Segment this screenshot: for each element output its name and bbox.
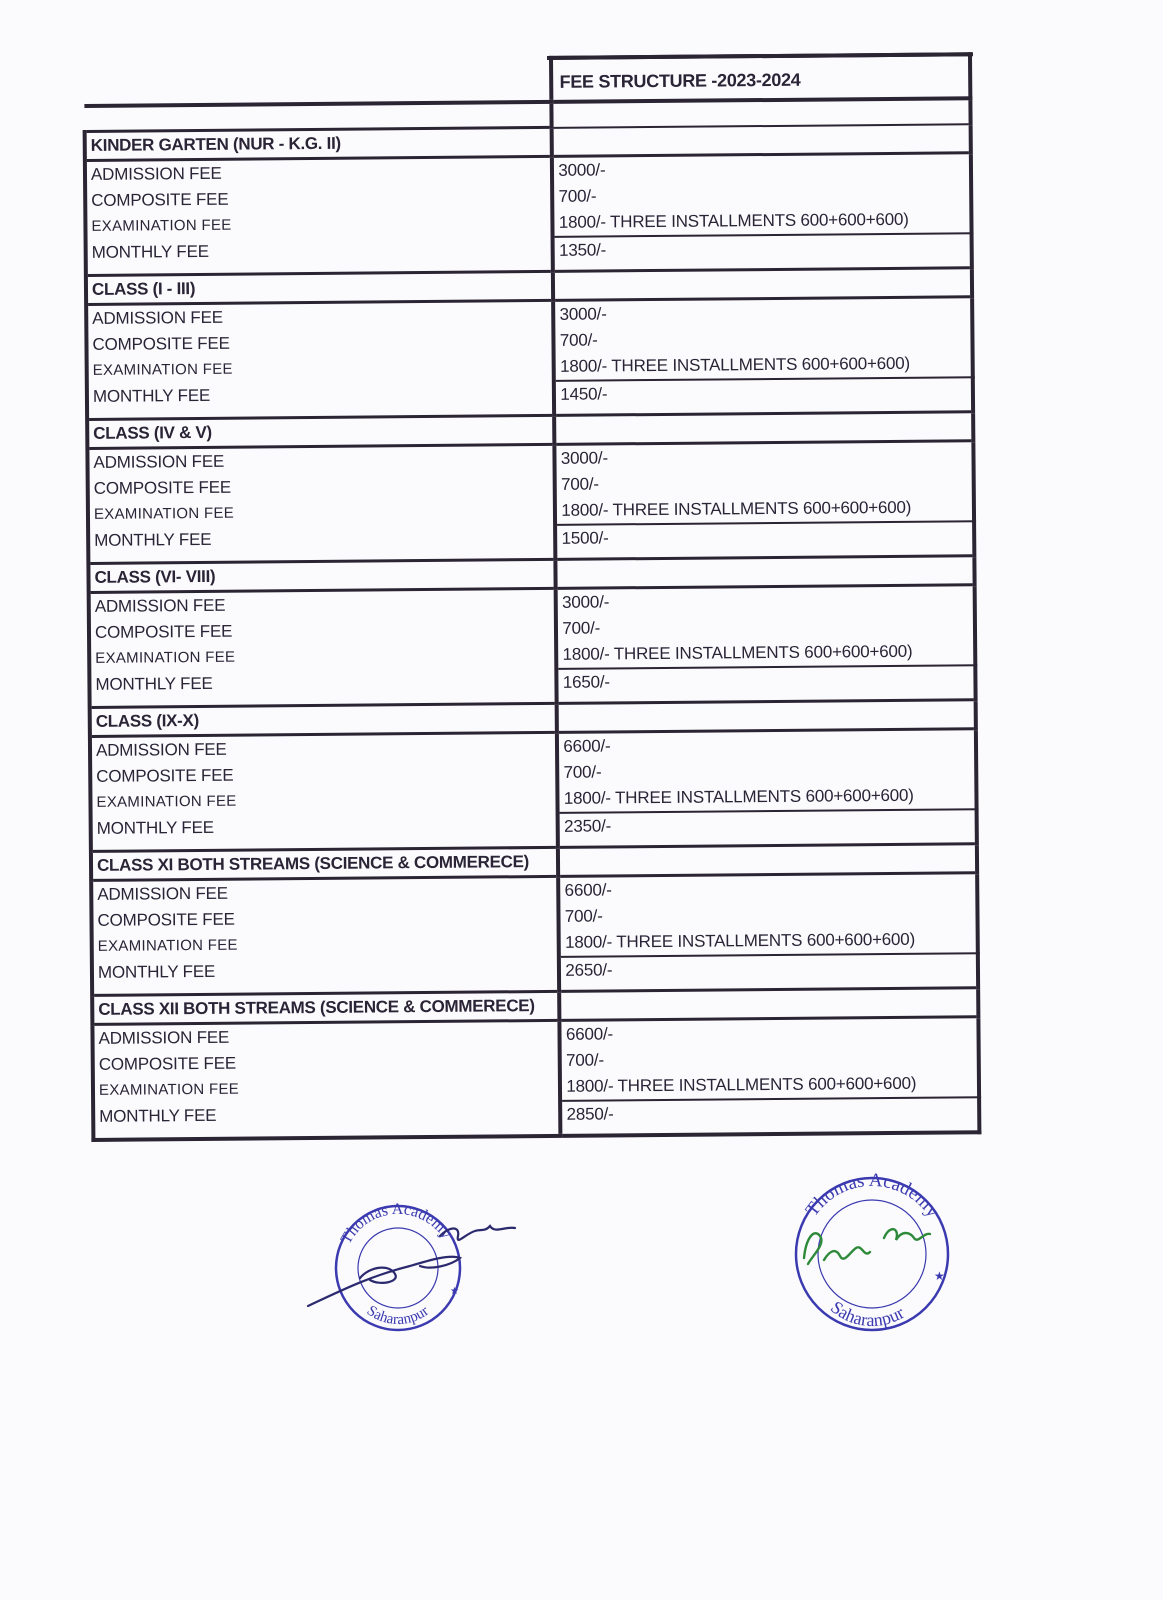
admission-fee-value: 3000/- xyxy=(559,304,607,324)
examination-fee-label: EXAMINATION FEE xyxy=(93,504,235,523)
composite-fee-value: 700/- xyxy=(559,330,598,350)
admission-fee-value: 3000/- xyxy=(558,160,606,180)
section-title: CLASS XII BOTH STREAMS (SCIENCE & COMMERECE) xyxy=(98,996,535,1019)
section-title: CLASS (IV & V) xyxy=(93,422,212,443)
composite-fee-label: COMPOSITE FEE xyxy=(97,909,235,930)
section-title: KINDER GARTEN (NUR - K.G. II) xyxy=(90,133,341,155)
section-fee-row xyxy=(89,585,976,708)
monthly-fee-label: MONTHLY FEE xyxy=(91,241,209,262)
examination-fee-label: EXAMINATION FEE xyxy=(98,1080,240,1099)
sections-body xyxy=(85,124,980,1140)
examination-fee-value: 1800/- THREE INSTALLMENTS 600+600+600) xyxy=(561,497,912,520)
admission-fee-label: ADMISSION FEE xyxy=(97,883,228,904)
examination-fee-label: EXAMINATION FEE xyxy=(96,792,237,811)
stamp-seal-icon xyxy=(784,1168,964,1338)
examination-fee-label: EXAMINATION FEE xyxy=(95,648,236,667)
svg-text:Thomas Academy: Thomas Academy xyxy=(337,1200,455,1247)
composite-fee-label: COMPOSITE FEE xyxy=(98,1053,237,1074)
monthly-fee-value: 2350/- xyxy=(560,808,979,840)
examination-fee-label: EXAMINATION FEE xyxy=(91,216,232,235)
section-title: CLASS (I - III) xyxy=(91,279,196,299)
examination-fee-value: 1800/- THREE INSTALLMENTS 600+600+600) xyxy=(558,209,909,232)
section-fee-row xyxy=(86,297,973,420)
admission-fee-label: ADMISSION FEE xyxy=(93,451,225,472)
admission-fee-value: 6600/- xyxy=(565,1024,613,1044)
section-fee-row xyxy=(90,729,977,852)
fee-structure-table xyxy=(82,52,974,1126)
svg-text:Saharanpur: Saharanpur xyxy=(826,1296,908,1331)
section-fee-row xyxy=(92,1017,979,1140)
admission-fee-value: 3000/- xyxy=(562,592,610,612)
right-school-stamp xyxy=(784,1168,964,1338)
admission-fee-value: 6600/- xyxy=(563,736,611,756)
section-fee-row xyxy=(85,153,972,276)
admission-fee-value: 3000/- xyxy=(560,448,608,468)
admission-fee-label: ADMISSION FEE xyxy=(90,163,222,184)
composite-fee-label: COMPOSITE FEE xyxy=(91,189,229,210)
monthly-fee-value: 1450/- xyxy=(556,376,975,408)
header-row xyxy=(84,54,970,106)
admission-fee-label: ADMISSION FEE xyxy=(95,739,227,760)
section-fee-row xyxy=(91,873,978,996)
monthly-fee-label: MONTHLY FEE xyxy=(99,1105,217,1126)
composite-fee-value: 700/- xyxy=(558,186,597,206)
examination-fee-label: EXAMINATION FEE xyxy=(92,360,233,379)
admission-fee-value: 6600/- xyxy=(564,880,612,900)
fee-grid xyxy=(82,52,981,1142)
monthly-fee-label: MONTHLY FEE xyxy=(92,385,211,406)
svg-text:Saharanpur: Saharanpur xyxy=(363,1302,432,1329)
section-title: CLASS (VI- VIII) xyxy=(94,566,216,587)
section-title: CLASS XI BOTH STREAMS (SCIENCE & COMMERECE) xyxy=(96,852,530,875)
svg-text:★: ★ xyxy=(450,1286,459,1297)
composite-fee-value: 700/- xyxy=(563,762,602,782)
svg-text:Thomas Academy: Thomas Academy xyxy=(801,1169,944,1222)
examination-fee-value: 1800/- THREE INSTALLMENTS 600+600+600) xyxy=(565,929,916,952)
monthly-fee-value: 1500/- xyxy=(557,520,976,552)
stamp-seal-icon xyxy=(300,1196,540,1346)
section-fee-row xyxy=(87,441,974,564)
composite-fee-label: COMPOSITE FEE xyxy=(94,621,233,642)
examination-fee-value: 1800/- THREE INSTALLMENTS 600+600+600) xyxy=(559,353,911,376)
admission-fee-label: ADMISSION FEE xyxy=(98,1027,230,1048)
examination-fee-label: EXAMINATION FEE xyxy=(97,936,238,955)
composite-fee-label: COMPOSITE FEE xyxy=(96,765,234,786)
examination-fee-value: 1800/- THREE INSTALLMENTS 600+600+600) xyxy=(566,1073,917,1096)
monthly-fee-label: MONTHLY FEE xyxy=(94,529,212,550)
monthly-fee-value: 2650/- xyxy=(561,952,980,984)
monthly-fee-value: 2850/- xyxy=(562,1096,981,1128)
monthly-fee-label: MONTHLY FEE xyxy=(97,961,216,982)
examination-fee-value: 1800/- THREE INSTALLMENTS 600+600+600) xyxy=(563,785,914,808)
svg-text:★: ★ xyxy=(934,1269,945,1283)
admission-fee-label: ADMISSION FEE xyxy=(92,307,223,328)
composite-fee-value: 700/- xyxy=(564,906,603,926)
left-school-stamp xyxy=(300,1196,540,1346)
composite-fee-value: 700/- xyxy=(561,474,599,494)
section-title: CLASS (IX-X) xyxy=(95,711,199,731)
monthly-fee-value: 1350/- xyxy=(555,232,974,264)
composite-fee-label: COMPOSITE FEE xyxy=(92,333,230,354)
admission-fee-label: ADMISSION FEE xyxy=(94,595,226,616)
examination-fee-value: 1800/- THREE INSTALLMENTS 600+600+600) xyxy=(562,641,913,664)
monthly-fee-label: MONTHLY FEE xyxy=(95,673,213,694)
monthly-fee-value: 1650/- xyxy=(559,664,978,696)
composite-fee-value: 700/- xyxy=(566,1050,604,1070)
monthly-fee-label: MONTHLY FEE xyxy=(96,817,214,838)
composite-fee-value: 700/- xyxy=(562,618,601,638)
composite-fee-label: COMPOSITE FEE xyxy=(93,477,232,498)
fee-structure-title: FEE STRUCTURE -2023-2024 xyxy=(559,69,801,92)
